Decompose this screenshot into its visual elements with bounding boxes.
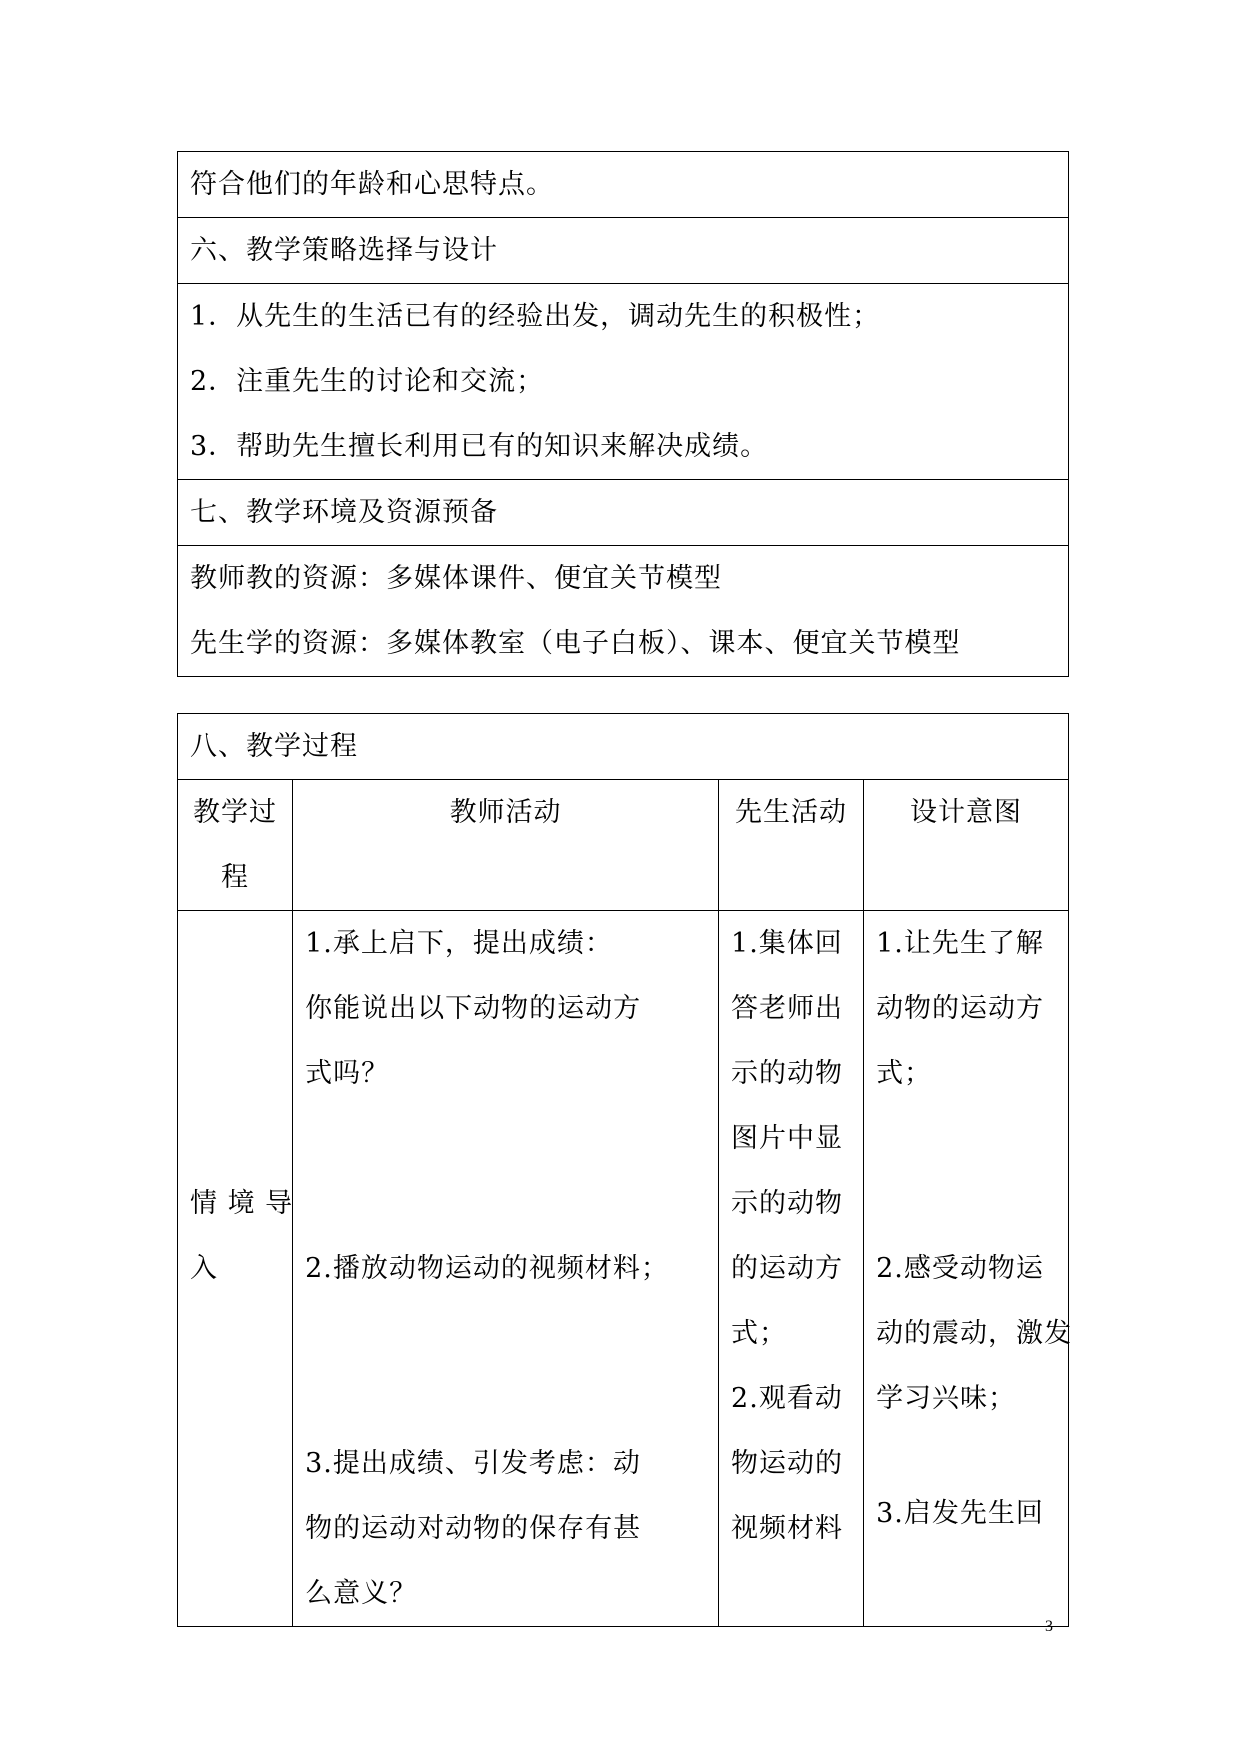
text-line: 符合他们的年龄和心思特点。 <box>190 169 554 200</box>
table-row <box>178 911 1069 1627</box>
column-header-teacher: 教师活动 <box>293 780 719 911</box>
student-activity-cell: 1.集体回 答老师出 示的动物 图片中显 示的动物 的运动方 式； 2.观看动 物运动的 视频材料 <box>719 911 864 1627</box>
column-header-intent: 设计意图 <box>864 780 1069 911</box>
strategy-item: 3．帮助先生擅长利用已有的知识来解决成绩。 <box>190 431 769 462</box>
design-intent-cell: 1.让先生了解 动物的运动方 式； 2.感受动物运 动的震动，激发 学习兴味； 3.启发先生回 <box>864 911 1069 1627</box>
column-header-student: 先生活动 <box>719 780 864 911</box>
page-number: 3 <box>1045 1618 1053 1635</box>
resource-item: 先生学的资源：多媒体教室（电子白板）、课本、便宜关节模型 <box>190 628 961 659</box>
table-header-row <box>178 780 1069 911</box>
table-row <box>178 152 1069 218</box>
plan-table-top <box>177 151 1069 677</box>
section-heading-6: 六、教学策略选择与设计 <box>190 235 498 266</box>
teacher-activity-cell: 1.承上启下，提出成绩： 你能说出以下动物的运动方 式吗？ 2.播放动物运动的视频材料； 3.提出成绩、引发考虑：动 物的运动对动物的保存有甚 么意义？ <box>293 911 719 1627</box>
column-header-stage: 教学过 程 <box>178 780 293 911</box>
table-row <box>178 714 1069 780</box>
table-row <box>178 218 1069 284</box>
section-heading-7: 七、教学环境及资源预备 <box>190 497 498 528</box>
table-row <box>178 480 1069 546</box>
table-row <box>178 546 1069 677</box>
table-row <box>178 284 1069 480</box>
strategy-item: 2．注重先生的讨论和交流； <box>190 366 545 397</box>
section-heading-8: 八、教学过程 <box>190 731 358 762</box>
resource-item: 教师教的资源：多媒体课件、便宜关节模型 <box>190 563 722 594</box>
strategy-item: 1．从先生的生活已有的经验出发，调动先生的积极性； <box>190 301 881 332</box>
stage-cell: 情 境 导 入 <box>178 911 293 1627</box>
process-table <box>177 713 1073 1627</box>
